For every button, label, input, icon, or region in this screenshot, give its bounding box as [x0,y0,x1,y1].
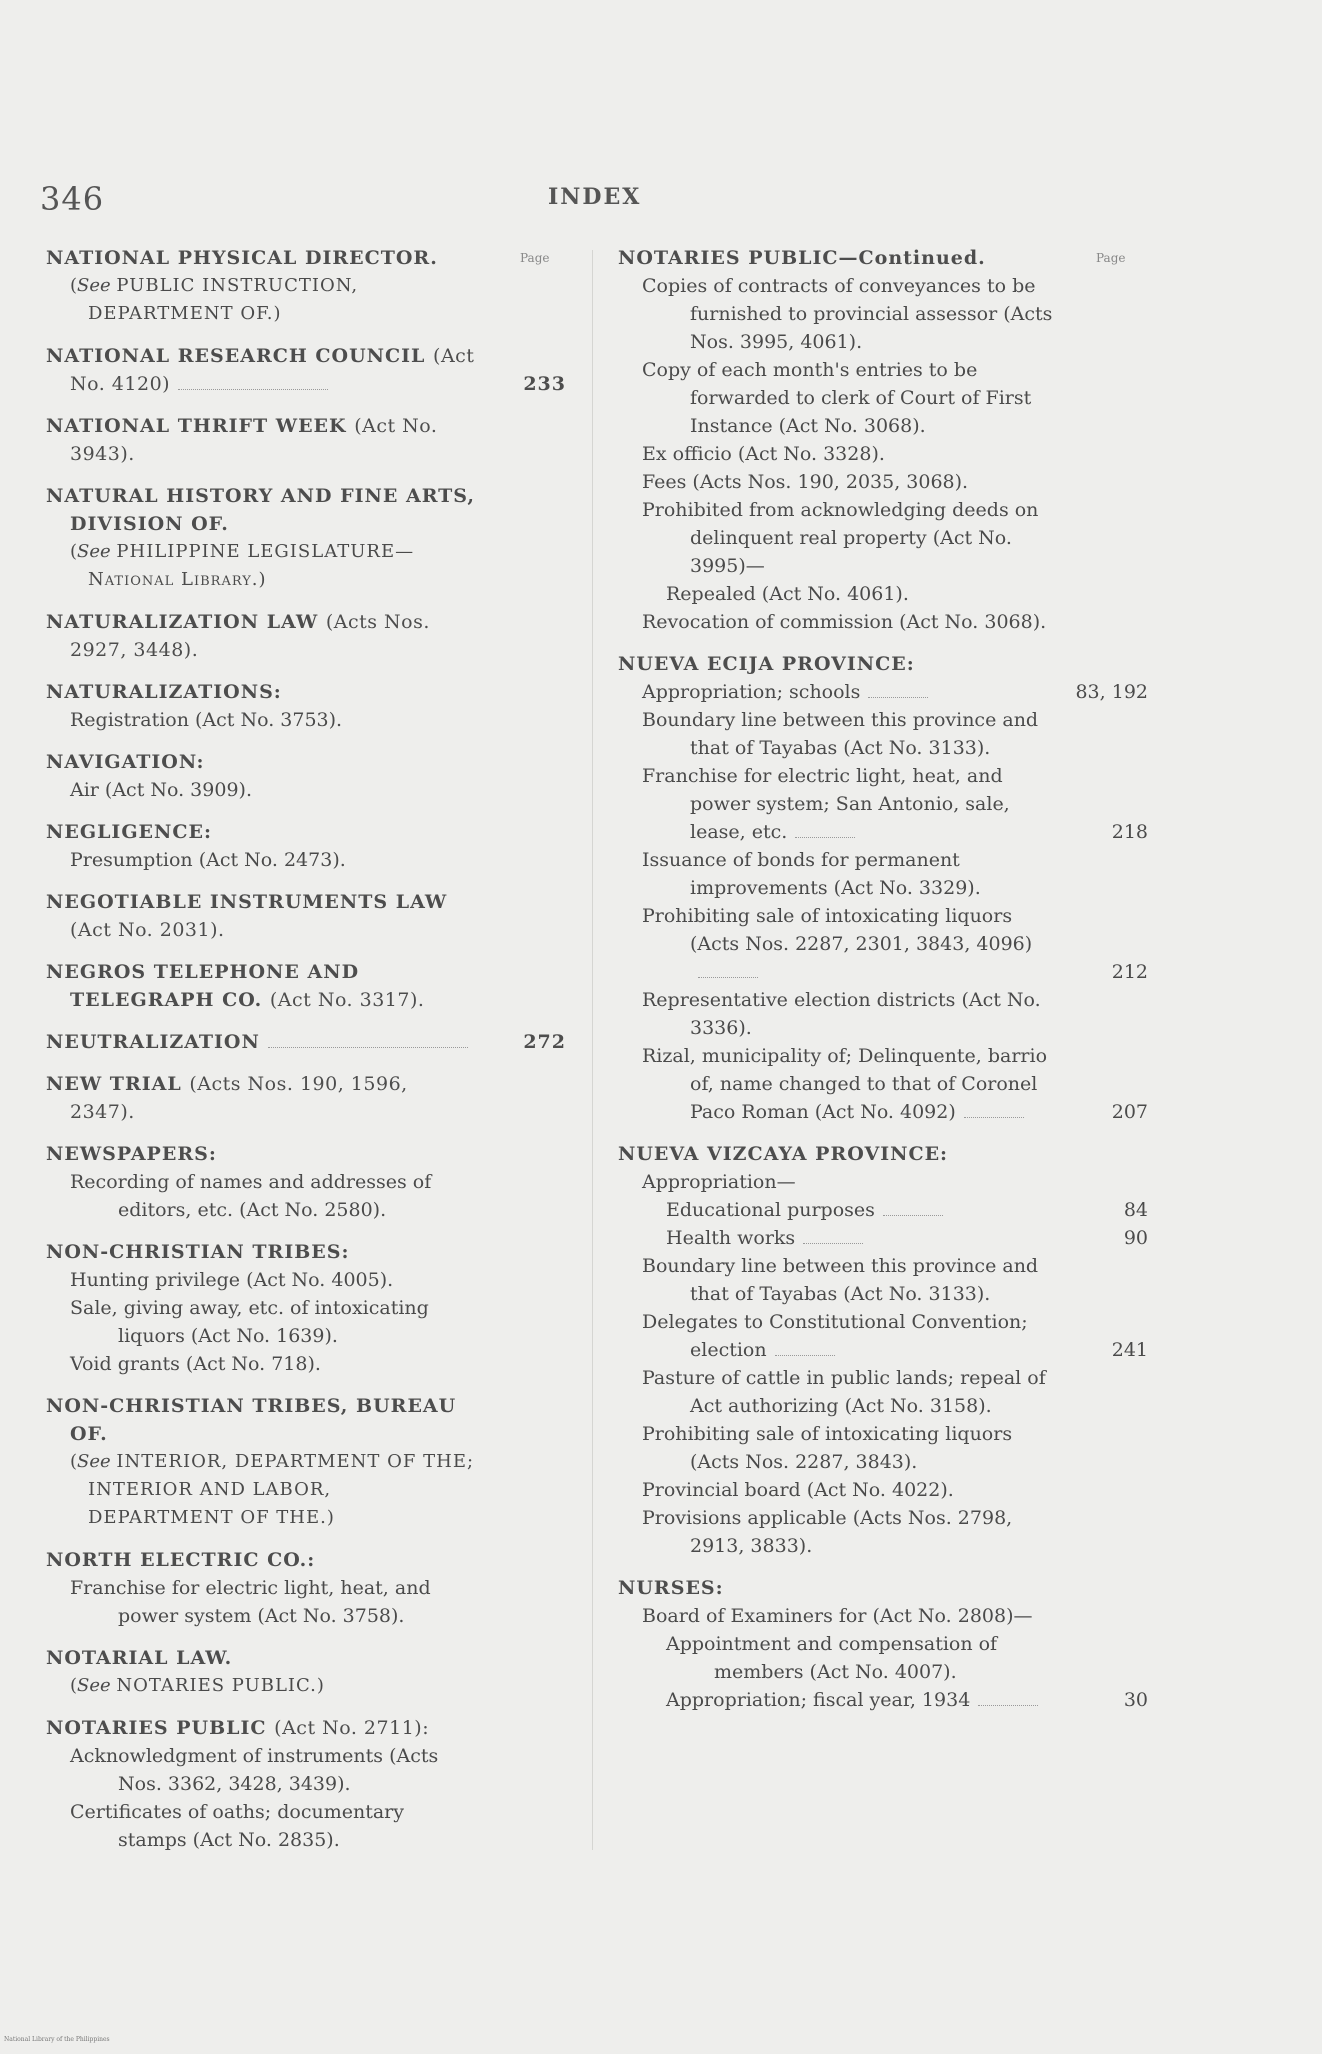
leader-dots [268,1047,468,1048]
leader-dots [795,837,855,838]
subentry-text: Appropriation; fiscal year, 1934 [666,1689,971,1711]
subentry [618,1420,1148,1476]
subentry [618,678,1148,706]
subentry-text: Pasture of cattle in public lands; repeal of Act authorizing (Act No. 3158). [642,1367,1046,1417]
see-label: See [77,1675,111,1696]
index-entry [46,1140,566,1224]
subentry: Registration (Act No. 3753). [70,709,343,731]
index-entry [46,1392,566,1532]
heading-text: NEWSPAPERS: [46,1143,217,1165]
index-entry [46,1714,566,1854]
subentry-text: Rizal, municipality of; Delinquente, barrio of, name changed to that of Coronel Paco Roman (Act No. 4092) [642,1045,1048,1123]
entry-heading [46,1070,566,1126]
page-reference: 207 [1111,1101,1148,1123]
subentry-text: Appropriation; schools [642,681,861,703]
index-entry [46,608,566,664]
heading-reference: (Act No. 3943). [70,415,438,465]
index-entry [46,342,566,398]
heading-reference: (Act No. 4120) [70,345,475,395]
heading-reference: (Act No. 3317). [269,989,425,1011]
index-entry [46,748,566,804]
entry-heading [46,958,566,1014]
subentry-text: Representative election districts (Act No. 3336). [642,989,1041,1039]
subentry-text: Prohibiting sale of intoxicating liquors (Acts Nos. 2287, 2301, 3843, 4096) [642,905,1033,955]
entry-heading [46,608,566,664]
page-reference: 233 [523,373,566,395]
heading-text: NORTH ELECTRIC CO.: [46,1549,316,1571]
leader-dots [698,977,758,978]
subentry [618,1196,1148,1224]
subentry [618,1504,1148,1560]
entry-heading [46,1028,566,1056]
entry-heading [46,818,566,846]
entry-heading: NURSES: [618,1577,724,1599]
subentry: Sale, giving away, etc. of intoxicating liquors (Act No. 1639). [70,1297,429,1347]
leader-dots [883,1215,943,1216]
index-entry [618,1140,1148,1560]
left-column [46,244,566,1868]
subentry-text: Provincial board (Act No. 4022). [642,1479,954,1501]
subentry-text: Copies of contracts of conveyances to be furnished to provincial assessor (Acts Nos. 3995, 4061). [642,275,1053,353]
heading-reference: (Act No. 2711): [274,1717,430,1739]
index-entry [618,1574,1148,1714]
index-entry [46,1644,566,1700]
subentry-text: Delegates to Constitutional Convention; election [642,1311,1028,1361]
page-reference: 30 [1123,1689,1148,1711]
entry-heading [46,482,566,538]
subentry: Recording of names and addresses of editors, etc. (Act No. 2580). [70,1171,432,1221]
subentry-text: Appointment and compensation of members (Act No. 4007). [666,1633,998,1683]
see-reference: PHILIPPINE LEGISLATURE—National Library.) [88,541,415,590]
index-entry [46,678,566,734]
entry-heading [46,244,566,272]
subentry-text: Boundary line between this province and that of Tayabas (Act No. 3133). [642,1255,1039,1305]
page-number: 346 [40,180,105,218]
leader-dots [178,389,328,390]
subentry [618,762,1148,846]
see-reference: INTERIOR, DEPARTMENT OF THE; INTERIOR AND LABOR, DEPARTMENT OF THE.) [88,1451,475,1528]
entry-heading: NUEVA VIZCAYA PROVINCE: [618,1143,949,1165]
leader-dots [978,1705,1038,1706]
right-column [618,244,1148,1728]
entry-heading [46,888,566,944]
entry-heading [46,342,566,398]
index-entry [46,1546,566,1630]
page-reference: 241 [1111,1339,1148,1361]
subentry [618,1476,1148,1504]
subentry: Hunting privilege (Act No. 4005). [70,1269,394,1291]
subentry: Void grants (Act No. 718). [70,1353,321,1375]
entry-heading [46,1140,566,1168]
see-reference: PUBLIC INSTRUCTION, DEPARTMENT OF.) [88,275,359,324]
entry-heading [46,1714,566,1742]
entry-heading: NUEVA ECIJA PROVINCE: [618,653,915,675]
subentry [618,356,1148,440]
scan-footer-mark: National Library of the Philippines [4,2036,110,2043]
subentry-text: Copy of each month's entries to be forwarded to clerk of Court of First Instance (Act No. 3068). [642,359,1032,437]
heading-reference: (Acts Nos. 2927, 3448). [70,611,430,661]
subentry-text: Health works [666,1227,796,1249]
page-reference: 212 [1111,961,1148,983]
subentry: Acknowledgment of instruments (Acts Nos. 3362, 3428, 3439). [70,1745,439,1795]
heading-text: NEGOTIABLE INSTRUMENTS LAW [46,891,448,913]
heading-text: NATURAL HISTORY AND FINE ARTS, DIVISION OF. [46,485,475,535]
subentry [618,1686,1148,1714]
subentry-text: Revocation of commission (Act No. 3068). [642,611,1047,633]
page-reference: 272 [523,1031,566,1053]
heading-text: NAVIGATION: [46,751,205,773]
entry-heading [46,678,566,706]
subentry [618,1602,1148,1630]
subentry-text: Boundary line between this province and that of Tayabas (Act No. 3133). [642,709,1039,759]
subentry-text: Board of Examiners for (Act No. 2808)— [642,1605,1033,1627]
subentry [618,846,1148,902]
leader-dots [775,1355,835,1356]
heading-text: NON-CHRISTIAN TRIBES: [46,1241,350,1263]
subentry-text: Issuance of bonds for permanent improvements (Act No. 3329). [642,849,981,899]
heading-text: NOTARIAL LAW. [46,1647,233,1669]
index-entry [46,1070,566,1126]
leader-dots [803,1243,863,1244]
heading-text: NATURALIZATIONS: [46,681,282,703]
subentry [618,272,1148,356]
index-entry [46,888,566,944]
subentry-text: Provisions applicable (Acts Nos. 2798, 2913, 3833). [642,1507,1013,1557]
subentry: Franchise for electric light, heat, and power system (Act No. 3758). [70,1577,431,1627]
index-entry [46,244,566,328]
heading-text: NEW TRIAL [46,1073,182,1095]
subentry [618,986,1148,1042]
heading-text: NON-CHRISTIAN TRIBES, BUREAU OF. [46,1395,457,1445]
page-column-label: Page [1096,251,1126,265]
leader-dots [964,1117,1024,1118]
page-reference: 83, 192 [1075,681,1148,703]
heading-text: NEUTRALIZATION [46,1031,260,1053]
see-reference: NOTARIES PUBLIC.) [116,1675,325,1696]
entry-heading: NOTARIES PUBLIC—Continued. [618,247,986,269]
subentry-text: Fees (Acts Nos. 190, 2035, 3068). [642,471,969,493]
subentry [618,902,1148,986]
leader-dots [868,697,928,698]
index-entry [46,412,566,468]
subentry [618,440,1148,468]
running-head: INDEX [548,184,642,210]
subentry-text: Repealed (Act No. 4061). [666,583,909,605]
entry-heading [46,412,566,468]
subentry [618,706,1148,762]
page-reference: 84 [1123,1199,1148,1221]
subentry [618,608,1148,636]
page-reference: 218 [1111,821,1148,843]
subentry [618,1252,1148,1308]
subentry [618,468,1148,496]
heading-text: NOTARIES PUBLIC [46,1717,267,1739]
see-also: (See NOTARIES PUBLIC.) [70,1675,325,1696]
see-label: See [77,1451,111,1472]
index-entry [46,1028,566,1056]
see-label: See [77,541,111,562]
subentry: Presumption (Act No. 2473). [70,849,346,871]
subentry [618,1168,1148,1196]
subentry-text: Educational purposes [666,1199,875,1221]
subentry [618,1364,1148,1420]
subentry-text: Prohibited from acknowledging deeds on delinquent real property (Act No. 3995)— [642,499,1039,577]
see-also: (See PHILIPPINE LEGISLATURE—National Library.) [70,541,415,590]
heading-reference: (Acts Nos. 190, 1596, 2347). [70,1073,408,1123]
page-reference: 90 [1123,1227,1148,1249]
subentry: Certificates of oaths; documentary stamps (Act No. 2835). [70,1801,404,1851]
heading-text: NATIONAL THRIFT WEEK [46,415,347,437]
heading-text: NATIONAL RESEARCH COUNCIL [46,345,426,367]
index-entry [618,244,1148,636]
subentry-text: Appropriation— [642,1171,796,1193]
subentry-text: Franchise for electric light, heat, and power system; San Antonio, sale, lease, etc. [642,765,1010,843]
subentry-text: Prohibiting sale of intoxicating liquors (Acts Nos. 2287, 3843). [642,1423,1013,1473]
subentry [618,580,1148,608]
entry-heading [46,748,566,776]
index-entry [46,482,566,594]
index-entry [46,1238,566,1378]
index-entry [46,958,566,1014]
entry-heading [46,1238,566,1266]
index-entry [46,818,566,874]
page-column-label: Page [520,251,550,265]
entry-heading [46,1644,566,1672]
see-also: (See INTERIOR, DEPARTMENT OF THE; INTERIOR AND LABOR, DEPARTMENT OF THE.) [70,1451,475,1528]
index-entry [618,650,1148,1126]
entry-heading [46,1392,566,1448]
heading-reference: (Act No. 2031). [70,919,225,941]
subentry: Air (Act No. 3909). [70,779,252,801]
subentry-text: Ex officio (Act No. 3328). [642,443,885,465]
heading-text: NEGROS TELEPHONE AND TELEGRAPH CO. [46,961,360,1011]
see-also: (See PUBLIC INSTRUCTION, DEPARTMENT OF.) [70,275,359,324]
subentry [618,1042,1148,1126]
column-divider [592,250,593,1850]
subentry [618,1630,1148,1686]
heading-text: NATURALIZATION LAW [46,611,319,633]
subentry [618,496,1148,580]
heading-text: NEGLIGENCE: [46,821,213,843]
subentry [618,1224,1148,1252]
subentry [618,1308,1148,1364]
entry-heading [46,1546,566,1574]
see-label: See [77,275,111,296]
heading-text: NATIONAL PHYSICAL DIRECTOR. [46,247,438,269]
